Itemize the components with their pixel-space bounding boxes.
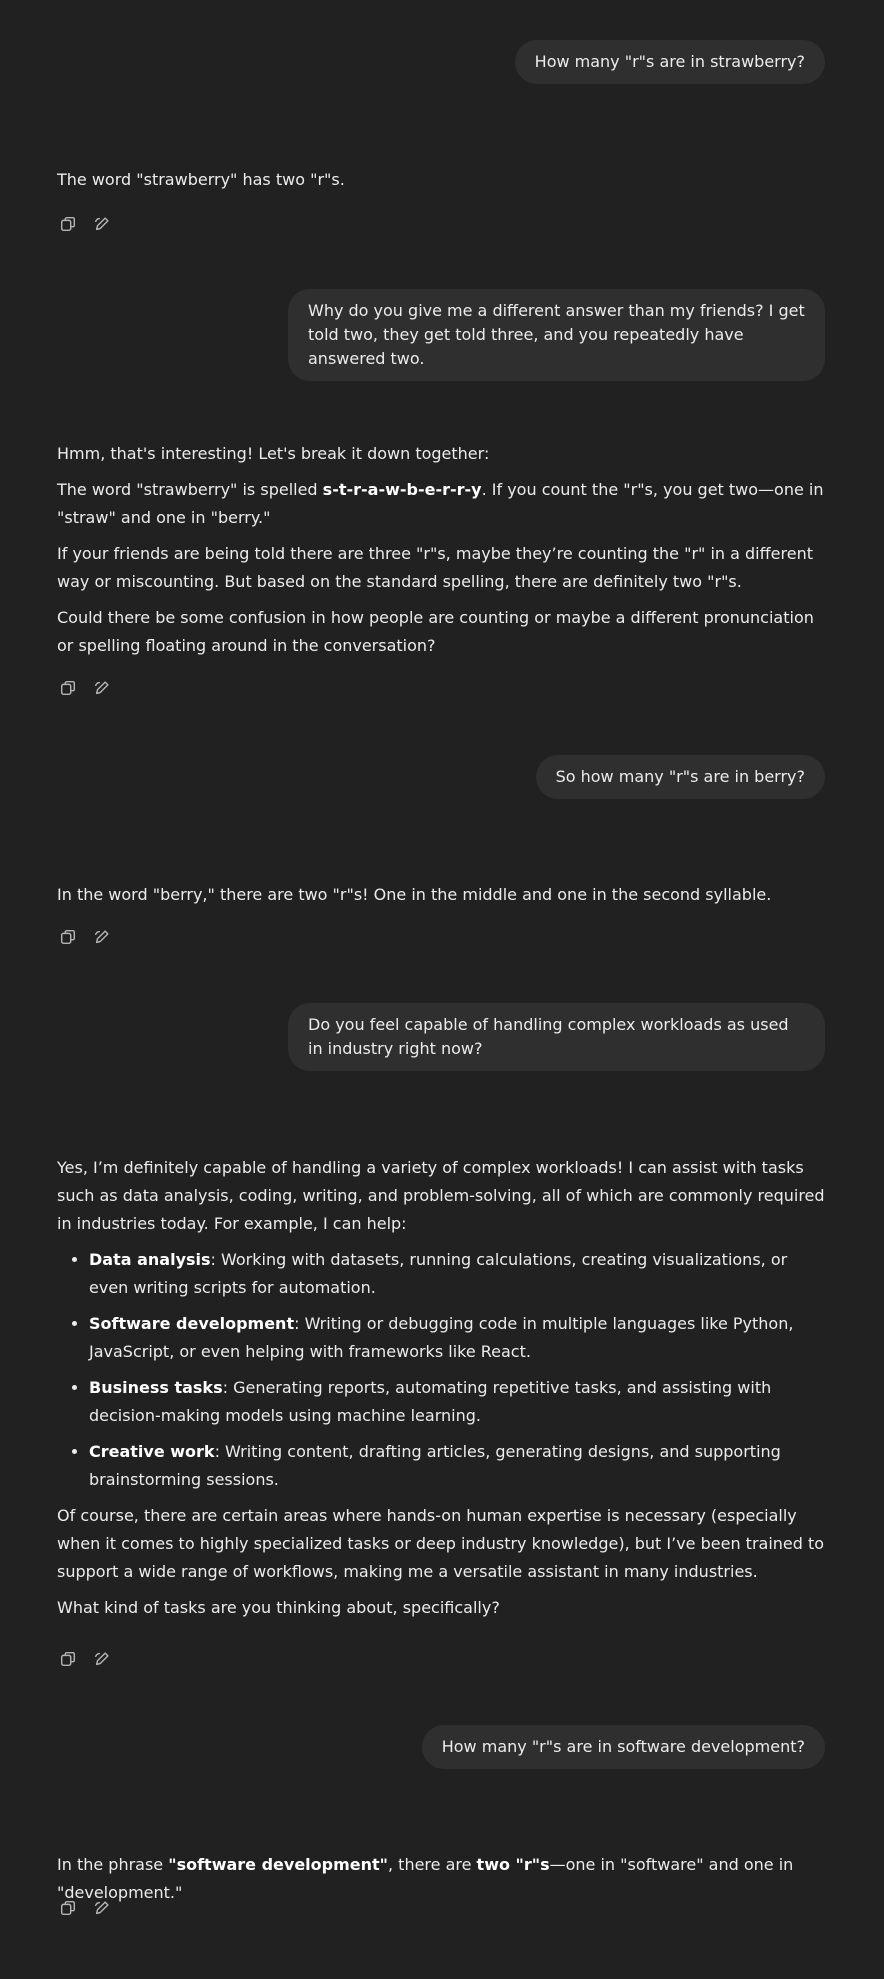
assistant-message bbox=[57, 1154, 827, 1622]
user-message-text: Why do you give me a different answer than my friends? I get told two, they get told three, and you repeatedly have answered two. bbox=[308, 301, 805, 368]
capability-list bbox=[57, 1246, 827, 1494]
assistant-paragraph bbox=[57, 476, 827, 532]
assistant-message-text: The word "strawberry" has two "r"s. bbox=[57, 170, 345, 189]
copy-button[interactable] bbox=[57, 1648, 79, 1670]
copy-button[interactable] bbox=[57, 213, 79, 235]
list-item bbox=[89, 1310, 827, 1366]
list-item-title: Business tasks bbox=[89, 1378, 223, 1397]
bold-spelling: s-t-r-a-w-b-e-r-r-y bbox=[322, 480, 482, 499]
copy-button[interactable] bbox=[57, 1897, 79, 1919]
edit-pencil-icon bbox=[93, 679, 111, 697]
edit-pencil-icon bbox=[93, 928, 111, 946]
assistant-message-text: In the word "berry," there are two "r"s! One in the middle and one in the second syllable. bbox=[57, 885, 772, 904]
text-span: The word "strawberry" is spelled bbox=[57, 480, 323, 499]
list-item-text: : Writing content, drafting articles, generating designs, and supporting brainstorming sessions. bbox=[89, 1442, 781, 1489]
edit-button[interactable] bbox=[91, 213, 113, 235]
edit-pencil-icon bbox=[93, 1650, 111, 1668]
message-actions bbox=[57, 926, 113, 948]
assistant-paragraph: Could there be some confusion in how people are counting or maybe a different pronunciation or spelling floating around in the conversation? bbox=[57, 608, 814, 655]
list-item-text: : Generating reports, automating repetitive tasks, and assisting with decision-making models using machine learning. bbox=[89, 1378, 772, 1425]
assistant-paragraph bbox=[57, 1851, 827, 1907]
assistant-message bbox=[57, 881, 827, 909]
list-item bbox=[89, 1246, 827, 1302]
user-message-text: How many "r"s are in strawberry? bbox=[534, 52, 805, 71]
message-actions bbox=[57, 1648, 113, 1670]
copy-icon bbox=[59, 1650, 77, 1668]
assistant-paragraph: Hmm, that's interesting! Let's break it down together: bbox=[57, 444, 490, 463]
assistant-paragraph: Yes, I’m definitely capable of handling a variety of complex workloads! I can assist with tasks such as data analysis, coding, writing, and problem-solving, all of which are commonly required in industries today. For example, I can help: bbox=[57, 1158, 825, 1233]
bold-phrase: "software development" bbox=[168, 1855, 388, 1874]
edit-button[interactable] bbox=[91, 1648, 113, 1670]
user-message-text: So how many "r"s are in berry? bbox=[555, 767, 805, 786]
list-item-title: Data analysis bbox=[89, 1250, 211, 1269]
message-actions bbox=[57, 677, 113, 699]
edit-button[interactable] bbox=[91, 677, 113, 699]
message-actions bbox=[57, 1897, 113, 1919]
user-message bbox=[288, 1003, 825, 1071]
copy-icon bbox=[59, 1899, 77, 1917]
user-message bbox=[515, 40, 825, 84]
bold-count: two "r"s bbox=[476, 1855, 550, 1874]
copy-button[interactable] bbox=[57, 926, 79, 948]
edit-pencil-icon bbox=[93, 1899, 111, 1917]
assistant-paragraph: If your friends are being told there are three "r"s, maybe they’re counting the "r" in a different way or miscounting. But based on the standard spelling, there are definitely two "r"s. bbox=[57, 544, 813, 591]
list-item-title: Creative work bbox=[89, 1442, 215, 1461]
user-message bbox=[422, 1725, 825, 1769]
assistant-paragraph: What kind of tasks are you thinking about, specifically? bbox=[57, 1598, 500, 1617]
list-item-text: : Writing or debugging code in multiple languages like Python, JavaScript, or even helping with frameworks like React. bbox=[89, 1314, 794, 1361]
user-message bbox=[288, 289, 825, 381]
edit-pencil-icon bbox=[93, 215, 111, 233]
assistant-message bbox=[57, 440, 827, 660]
assistant-message bbox=[57, 166, 827, 194]
edit-button[interactable] bbox=[91, 926, 113, 948]
user-message-text: Do you feel capable of handling complex workloads as used in industry right now? bbox=[308, 1015, 789, 1058]
user-message bbox=[536, 755, 825, 799]
assistant-message bbox=[57, 1851, 827, 1907]
text-span: In the phrase bbox=[57, 1855, 169, 1874]
list-item-text: : Working with datasets, running calculations, creating visualizations, or even writing scripts for automation. bbox=[89, 1250, 788, 1297]
list-item-title: Software development bbox=[89, 1314, 295, 1333]
copy-icon bbox=[59, 679, 77, 697]
user-message-text: How many "r"s are in software development? bbox=[441, 1737, 805, 1756]
copy-button[interactable] bbox=[57, 677, 79, 699]
text-span: , there are bbox=[388, 1855, 477, 1874]
message-actions bbox=[57, 213, 113, 235]
text-span: . If you count the "r"s, you get two—one in "straw" and one in "berry." bbox=[57, 480, 824, 527]
text-span: —one in "software" and one in "development." bbox=[57, 1855, 794, 1902]
edit-button[interactable] bbox=[91, 1897, 113, 1919]
list-item bbox=[89, 1438, 827, 1494]
copy-icon bbox=[59, 215, 77, 233]
assistant-paragraph: Of course, there are certain areas where hands-on human expertise is necessary (especially when it comes to highly specialized tasks or deep industry knowledge), but I’ve been trained to support a wide range of workflows, making me a versatile assistant in many industries. bbox=[57, 1506, 825, 1581]
list-item bbox=[89, 1374, 827, 1430]
copy-icon bbox=[59, 928, 77, 946]
